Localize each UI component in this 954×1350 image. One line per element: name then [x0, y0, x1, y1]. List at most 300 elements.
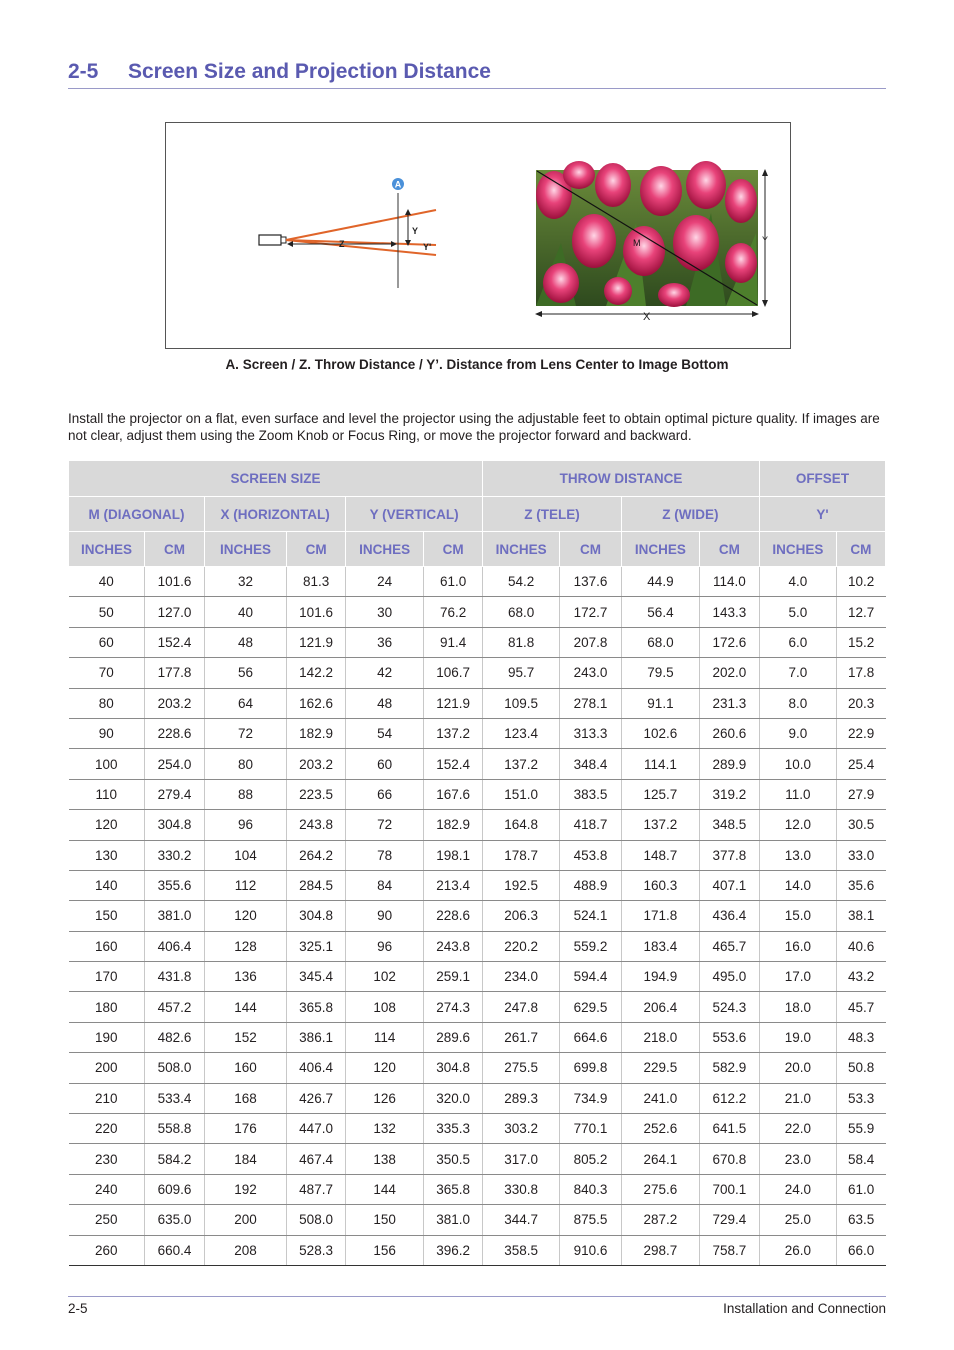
- table-cell: 228.6: [424, 901, 483, 931]
- table-cell: 559.2: [560, 931, 622, 961]
- table-cell: 406.4: [145, 931, 205, 961]
- table-row: [69, 567, 886, 597]
- label-y-right: Y: [762, 235, 769, 245]
- table-cell: 50: [69, 597, 145, 627]
- table-cell: 289.6: [424, 1022, 483, 1052]
- table-cell: 40: [204, 597, 286, 627]
- table-cell: 43.2: [836, 962, 885, 992]
- table-cell: 325.1: [286, 931, 345, 961]
- section-heading: [68, 60, 886, 89]
- table-cell: 629.5: [560, 992, 622, 1022]
- unit-header: INCHES: [69, 532, 145, 567]
- table-cell: 91.1: [621, 688, 699, 718]
- table-body: [69, 567, 886, 1266]
- table-cell: 805.2: [560, 1144, 622, 1174]
- table-cell: 14.0: [759, 870, 836, 900]
- table-cell: 220.2: [483, 931, 560, 961]
- table-cell: 330.2: [145, 840, 205, 870]
- table-cell: 114: [346, 1022, 424, 1052]
- table-cell: 348.5: [699, 810, 759, 840]
- figure-caption: A. Screen / Z. Throw Distance / Y’. Distance from Lens Center to Image Bottom: [225, 357, 729, 372]
- table-cell: 241.0: [621, 1083, 699, 1113]
- table-cell: 584.2: [145, 1144, 205, 1174]
- table-cell: 335.3: [424, 1114, 483, 1144]
- subheader-y: Y (VERTICAL): [346, 497, 483, 532]
- table-units-header: [69, 532, 886, 567]
- table-cell: 198.1: [424, 840, 483, 870]
- table-cell: 66: [346, 779, 424, 809]
- table-cell: 254.0: [145, 749, 205, 779]
- table-group-header: [69, 461, 886, 497]
- table-cell: 24.0: [759, 1174, 836, 1204]
- unit-header: INCHES: [483, 532, 560, 567]
- table-cell: 508.0: [286, 1205, 345, 1235]
- unit-header: CM: [560, 532, 622, 567]
- tulip-image: [536, 161, 758, 307]
- table-cell: 910.6: [560, 1235, 622, 1265]
- label-y: Y: [412, 226, 419, 236]
- table-cell: 142.2: [286, 658, 345, 688]
- table-cell: 16.0: [759, 931, 836, 961]
- table-cell: 48.3: [836, 1022, 885, 1052]
- table-cell: 240: [69, 1174, 145, 1204]
- projection-distance-table: [68, 460, 886, 1266]
- table-cell: 533.4: [145, 1083, 205, 1113]
- table-cell: 243.8: [286, 810, 345, 840]
- diagram-svg: [166, 123, 790, 348]
- table-cell: 875.5: [560, 1205, 622, 1235]
- unit-header: INCHES: [759, 532, 836, 567]
- subheader-z-tele: Z (TELE): [483, 497, 622, 532]
- table-cell: 664.6: [560, 1022, 622, 1052]
- table-cell: 170: [69, 962, 145, 992]
- table-cell: 220: [69, 1114, 145, 1144]
- table-cell: 22.9: [836, 718, 885, 748]
- table-cell: 609.6: [145, 1174, 205, 1204]
- table-cell: 120: [69, 810, 145, 840]
- table-cell: 770.1: [560, 1114, 622, 1144]
- table-cell: 125.7: [621, 779, 699, 809]
- table-cell: 45.7: [836, 992, 885, 1022]
- subheader-x: X (HORIZONTAL): [204, 497, 345, 532]
- table-cell: 144: [204, 992, 286, 1022]
- unit-header: CM: [836, 532, 885, 567]
- table-cell: 172.7: [560, 597, 622, 627]
- table-cell: 114.0: [699, 567, 759, 597]
- table-cell: 100: [69, 749, 145, 779]
- table-row: [69, 901, 886, 931]
- table-cell: 758.7: [699, 1235, 759, 1265]
- table-cell: 18.0: [759, 992, 836, 1022]
- table-cell: 177.8: [145, 658, 205, 688]
- table-cell: 138: [346, 1144, 424, 1174]
- table-cell: 152.4: [424, 749, 483, 779]
- table-cell: 26.0: [759, 1235, 836, 1265]
- table-cell: 495.0: [699, 962, 759, 992]
- table-cell: 386.1: [286, 1022, 345, 1052]
- table-row: [69, 840, 886, 870]
- table-cell: 278.1: [560, 688, 622, 718]
- projection-diagram: [165, 122, 791, 349]
- table-cell: 594.4: [560, 962, 622, 992]
- table-cell: 40.6: [836, 931, 885, 961]
- table-cell: 56.4: [621, 597, 699, 627]
- table-cell: 72: [346, 810, 424, 840]
- table-cell: 206.3: [483, 901, 560, 931]
- table-cell: 289.3: [483, 1083, 560, 1113]
- table-cell: 4.0: [759, 567, 836, 597]
- table-cell: 20.0: [759, 1053, 836, 1083]
- table-cell: 101.6: [145, 567, 205, 597]
- table-cell: 304.8: [424, 1053, 483, 1083]
- table-row: [69, 627, 886, 657]
- table-cell: 112: [204, 870, 286, 900]
- table-cell: 56: [204, 658, 286, 688]
- table-cell: 612.2: [699, 1083, 759, 1113]
- table-cell: 176: [204, 1114, 286, 1144]
- table-cell: 190: [69, 1022, 145, 1052]
- table-cell: 259.1: [424, 962, 483, 992]
- table-cell: 55.9: [836, 1114, 885, 1144]
- table-cell: 467.4: [286, 1144, 345, 1174]
- table-cell: 426.7: [286, 1083, 345, 1113]
- table-cell: 8.0: [759, 688, 836, 718]
- table-cell: 247.8: [483, 992, 560, 1022]
- table-cell: 25.4: [836, 749, 885, 779]
- table-cell: 60: [346, 749, 424, 779]
- label-z: Z: [339, 239, 345, 249]
- table-cell: 27.9: [836, 779, 885, 809]
- table-row: [69, 992, 886, 1022]
- table-cell: 101.6: [286, 597, 345, 627]
- table-cell: 208: [204, 1235, 286, 1265]
- table-cell: 203.2: [145, 688, 205, 718]
- table-cell: 162.6: [286, 688, 345, 718]
- table-row: [69, 1022, 886, 1052]
- table-cell: 453.8: [560, 840, 622, 870]
- table-cell: 143.3: [699, 597, 759, 627]
- label-y-prime: Y': [423, 242, 432, 252]
- unit-header: INCHES: [204, 532, 286, 567]
- table-cell: 137.2: [424, 718, 483, 748]
- table-subheader: [69, 497, 886, 532]
- table-cell: 90: [346, 901, 424, 931]
- table-cell: 106.7: [424, 658, 483, 688]
- table-cell: 383.5: [560, 779, 622, 809]
- table-cell: 192: [204, 1174, 286, 1204]
- table-cell: 320.0: [424, 1083, 483, 1113]
- section-number: 2-5: [68, 60, 99, 83]
- table-cell: 298.7: [621, 1235, 699, 1265]
- table-cell: 275.5: [483, 1053, 560, 1083]
- table-cell: 168: [204, 1083, 286, 1113]
- table-cell: 30: [346, 597, 424, 627]
- table-cell: 33.0: [836, 840, 885, 870]
- table-cell: 313.3: [560, 718, 622, 748]
- table-cell: 96: [204, 810, 286, 840]
- table-cell: 36: [346, 627, 424, 657]
- table-row: [69, 658, 886, 688]
- table-row: [69, 962, 886, 992]
- table-row: [69, 1144, 886, 1174]
- table-cell: 524.3: [699, 992, 759, 1022]
- table-cell: 68.0: [483, 597, 560, 627]
- table-cell: 582.9: [699, 1053, 759, 1083]
- table-cell: 558.8: [145, 1114, 205, 1144]
- table-cell: 137.2: [621, 810, 699, 840]
- label-m: M: [633, 238, 641, 248]
- table-cell: 53.3: [836, 1083, 885, 1113]
- table-cell: 58.4: [836, 1144, 885, 1174]
- table-cell: 66.0: [836, 1235, 885, 1265]
- table-cell: 151.0: [483, 779, 560, 809]
- unit-header: INCHES: [621, 532, 699, 567]
- table-cell: 287.2: [621, 1205, 699, 1235]
- table-cell: 635.0: [145, 1205, 205, 1235]
- table-cell: 48: [346, 688, 424, 718]
- table-cell: 78: [346, 840, 424, 870]
- footer-page-number: 2-5: [68, 1301, 88, 1316]
- table-cell: 482.6: [145, 1022, 205, 1052]
- table-cell: 488.9: [560, 870, 622, 900]
- table-cell: 289.9: [699, 749, 759, 779]
- table-cell: 734.9: [560, 1083, 622, 1113]
- table-cell: 104: [204, 840, 286, 870]
- table-cell: 729.4: [699, 1205, 759, 1235]
- table-cell: 243.8: [424, 931, 483, 961]
- table-row: [69, 870, 886, 900]
- table-cell: 12.0: [759, 810, 836, 840]
- table-cell: 200: [69, 1053, 145, 1083]
- table-cell: 114.1: [621, 749, 699, 779]
- table-cell: 528.3: [286, 1235, 345, 1265]
- table-cell: 223.5: [286, 779, 345, 809]
- table-cell: 350.5: [424, 1144, 483, 1174]
- table-cell: 431.8: [145, 962, 205, 992]
- table-cell: 487.7: [286, 1174, 345, 1204]
- table-cell: 136: [204, 962, 286, 992]
- table-cell: 81.3: [286, 567, 345, 597]
- table-cell: 365.8: [286, 992, 345, 1022]
- table-cell: 123.4: [483, 718, 560, 748]
- subheader-m: M (DIAGONAL): [69, 497, 205, 532]
- table-cell: 128: [204, 931, 286, 961]
- table-cell: 180: [69, 992, 145, 1022]
- table-cell: 126: [346, 1083, 424, 1113]
- table-cell: 68.0: [621, 627, 699, 657]
- table-cell: 91.4: [424, 627, 483, 657]
- table-cell: 48: [204, 627, 286, 657]
- table-cell: 40: [69, 567, 145, 597]
- unit-header: CM: [286, 532, 345, 567]
- table-cell: 140: [69, 870, 145, 900]
- table-cell: 15.0: [759, 901, 836, 931]
- table-cell: 11.0: [759, 779, 836, 809]
- table-cell: 355.6: [145, 870, 205, 900]
- table-row: [69, 931, 886, 961]
- table-cell: 95.7: [483, 658, 560, 688]
- group-throw-distance: THROW DISTANCE: [483, 461, 760, 497]
- table-cell: 137.6: [560, 567, 622, 597]
- table-cell: 304.8: [145, 810, 205, 840]
- group-screen-size: SCREEN SIZE: [69, 461, 483, 497]
- table-cell: 330.8: [483, 1174, 560, 1204]
- table-cell: 192.5: [483, 870, 560, 900]
- table-cell: 160: [69, 931, 145, 961]
- table-cell: 110: [69, 779, 145, 809]
- table-cell: 418.7: [560, 810, 622, 840]
- table-cell: 345.4: [286, 962, 345, 992]
- table-cell: 229.5: [621, 1053, 699, 1083]
- unit-header: CM: [424, 532, 483, 567]
- table-cell: 108: [346, 992, 424, 1022]
- table-row: [69, 1174, 886, 1204]
- table-cell: 137.2: [483, 749, 560, 779]
- table-cell: 35.6: [836, 870, 885, 900]
- table-cell: 54: [346, 718, 424, 748]
- table-cell: 132: [346, 1114, 424, 1144]
- table-cell: 700.1: [699, 1174, 759, 1204]
- unit-header: CM: [699, 532, 759, 567]
- table-cell: 264.1: [621, 1144, 699, 1174]
- table-cell: 76.2: [424, 597, 483, 627]
- screen-marker-a: [392, 178, 404, 190]
- table-cell: 80: [69, 688, 145, 718]
- table-cell: 553.6: [699, 1022, 759, 1052]
- table-cell: 407.1: [699, 870, 759, 900]
- table-cell: 160.3: [621, 870, 699, 900]
- intro-paragraph: Install the projector on a flat, even surface and level the projector using the adjustable feet to obtain optimal picture quality. If images are not clear, adjust them using the Zoom Knob or Focus Ring, or move the projector forward and backward.: [68, 411, 880, 443]
- table-cell: 202.0: [699, 658, 759, 688]
- table-cell: 275.6: [621, 1174, 699, 1204]
- projector-icon: [259, 235, 286, 245]
- table-cell: 10.2: [836, 567, 885, 597]
- table-cell: 12.7: [836, 597, 885, 627]
- table-cell: 70: [69, 658, 145, 688]
- table-cell: 80: [204, 749, 286, 779]
- table-cell: 228.6: [145, 718, 205, 748]
- section-title: Screen Size and Projection Distance: [128, 60, 491, 83]
- table-cell: 167.6: [424, 779, 483, 809]
- table-row: [69, 779, 886, 809]
- table-cell: 30.5: [836, 810, 885, 840]
- table-cell: 61.0: [424, 567, 483, 597]
- table-cell: 22.0: [759, 1114, 836, 1144]
- table-cell: 19.0: [759, 1022, 836, 1052]
- table-cell: 7.0: [759, 658, 836, 688]
- table-cell: 32: [204, 567, 286, 597]
- table-cell: 203.2: [286, 749, 345, 779]
- table-row: [69, 810, 886, 840]
- table-cell: 243.0: [560, 658, 622, 688]
- table-cell: 172.6: [699, 627, 759, 657]
- table-cell: 524.1: [560, 901, 622, 931]
- table-cell: 120: [346, 1053, 424, 1083]
- table-cell: 447.0: [286, 1114, 345, 1144]
- table-cell: 54.2: [483, 567, 560, 597]
- table-cell: 344.7: [483, 1205, 560, 1235]
- table-cell: 206.4: [621, 992, 699, 1022]
- unit-header: CM: [145, 532, 205, 567]
- table-cell: 465.7: [699, 931, 759, 961]
- table-cell: 381.0: [424, 1205, 483, 1235]
- unit-header: INCHES: [346, 532, 424, 567]
- table-cell: 365.8: [424, 1174, 483, 1204]
- table-cell: 109.5: [483, 688, 560, 718]
- table-cell: 50.8: [836, 1053, 885, 1083]
- table-cell: 406.4: [286, 1053, 345, 1083]
- table-cell: 213.4: [424, 870, 483, 900]
- table-cell: 20.3: [836, 688, 885, 718]
- table-cell: 127.0: [145, 597, 205, 627]
- table-cell: 250: [69, 1205, 145, 1235]
- label-x: X: [643, 311, 651, 323]
- table-cell: 508.0: [145, 1053, 205, 1083]
- table-row: [69, 1053, 886, 1083]
- table-cell: 17.0: [759, 962, 836, 992]
- table-cell: 317.0: [483, 1144, 560, 1174]
- table-cell: 42: [346, 658, 424, 688]
- table-cell: 10.0: [759, 749, 836, 779]
- table-cell: 230: [69, 1144, 145, 1174]
- table-cell: 699.8: [560, 1053, 622, 1083]
- table-cell: 121.9: [286, 627, 345, 657]
- table-cell: 84: [346, 870, 424, 900]
- table-cell: 303.2: [483, 1114, 560, 1144]
- table-cell: 121.9: [424, 688, 483, 718]
- table-row: [69, 688, 886, 718]
- table-cell: 25.0: [759, 1205, 836, 1235]
- table-cell: 120: [204, 901, 286, 931]
- table-cell: 148.7: [621, 840, 699, 870]
- table-cell: 284.5: [286, 870, 345, 900]
- footer-chapter: Installation and Connection: [723, 1301, 886, 1316]
- table-cell: 63.5: [836, 1205, 885, 1235]
- table-cell: 358.5: [483, 1235, 560, 1265]
- label-a: A: [394, 179, 402, 190]
- table-row: [69, 1083, 886, 1113]
- table-cell: 207.8: [560, 627, 622, 657]
- table-cell: 274.3: [424, 992, 483, 1022]
- table-cell: 9.0: [759, 718, 836, 748]
- table-cell: 13.0: [759, 840, 836, 870]
- table-cell: 641.5: [699, 1114, 759, 1144]
- table-cell: 436.4: [699, 901, 759, 931]
- table-cell: 164.8: [483, 810, 560, 840]
- table-cell: 457.2: [145, 992, 205, 1022]
- table-cell: 72: [204, 718, 286, 748]
- table-cell: 304.8: [286, 901, 345, 931]
- table-cell: 150: [69, 901, 145, 931]
- table-cell: 260.6: [699, 718, 759, 748]
- table-row: [69, 1205, 886, 1235]
- table-cell: 64: [204, 688, 286, 718]
- table-cell: 178.7: [483, 840, 560, 870]
- table-cell: 23.0: [759, 1144, 836, 1174]
- subheader-y-prime: Y': [759, 497, 885, 532]
- table-cell: 231.3: [699, 688, 759, 718]
- table-cell: 79.5: [621, 658, 699, 688]
- table-cell: 660.4: [145, 1235, 205, 1265]
- table-cell: 44.9: [621, 567, 699, 597]
- table-cell: 152.4: [145, 627, 205, 657]
- table-cell: 348.4: [560, 749, 622, 779]
- table-cell: 252.6: [621, 1114, 699, 1144]
- subheader-z-wide: Z (WIDE): [621, 497, 759, 532]
- table-cell: 182.9: [424, 810, 483, 840]
- table-cell: 200: [204, 1205, 286, 1235]
- table-cell: 102: [346, 962, 424, 992]
